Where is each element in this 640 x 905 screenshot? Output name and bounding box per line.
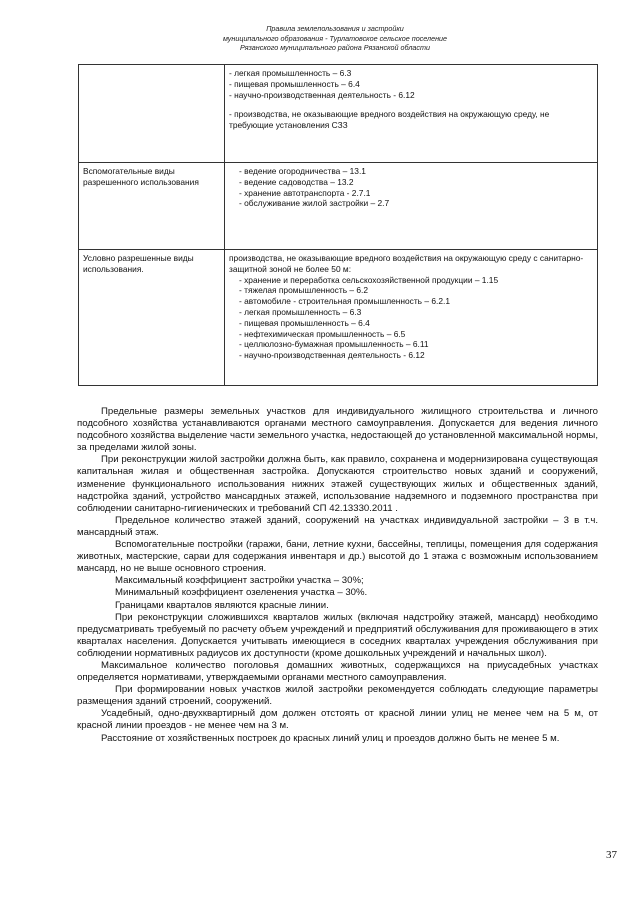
list-item: - пищевая промышленность – 6.4 [229,78,360,89]
list-item: - целлюлозно-бумажная промышленность – 6.11 [239,339,429,350]
paragraph: Расстояние от хозяйственных построек до красных линий улиц и проездов должно быть не менее 5 м. [101,732,560,744]
page-number: 37 [606,849,617,861]
header-line-3: Рязанского муниципального района Рязанской области [239,43,431,52]
table-row [79,163,598,250]
paragraph: При реконструкции жилой застройки должна быть, как правило, сохранена и модернизирована существующая капитальная жилая и общественная застройка. Допускаются строительство новых зданий и сооружений, изменение функционального использования нижних этажей существующих жилых и общественных зданий, надстройка зданий, устройство мансардных этажей, использование надземного и подземного пространства при соблюдении санитарно-гигиенических и требований СП 42.13330.2011 . [77,454,598,514]
header-line-2: муниципального образования - Турлатовское сельское поселение [222,33,448,43]
table-row [79,250,598,386]
paragraph: При формировании новых участков жилой застройки рекомендуется соблюдать следующие параметры размещения зданий строений, сооружений. [77,684,598,708]
body-text [77,406,598,745]
table-cell-conditional-uses [225,250,598,386]
list-item: - ведение садоводства – 13.2 [239,176,354,187]
list-item: - производства, не оказывающие вредного воздействия на окружающую среду, не требующие установления СЗЗ [229,109,550,131]
list-item: - хранение и переработка сельскохозяйственной продукции – 1.15 [239,274,499,285]
paragraph: Минимальный коэффициент озеленения участка – 30%. [115,587,368,599]
header-line-1: Правила землепользования и застройки [266,24,404,33]
table-cell-auxiliary-uses [225,163,598,250]
list-item: - нефтехимическая промышленность – 6.5 [239,328,406,339]
paragraph: Предельные размеры земельных участков для индивидуального жилищного строительства и личного подсобного хозяйства устанавливаются органами местного самоуправления. Допускается для ведения личного подсобного хозяйства выделение части земельного участка, недостающей до установленной максимальной нормы, за пределами жилой зоны. [77,406,598,454]
list-item: - ведение огородничества – 13.1 [239,166,366,176]
paragraph: Максимальный коэффициент застройки участка – 30%; [115,575,364,587]
list-intro: производства, не оказывающие вредного воздействия на окружающую среду с санитарно-защитной зоной не более 50 м: [229,253,584,274]
row-label-auxiliary-uses: Вспомогательные виды разрешенного использования [79,163,225,250]
list-item: - легкая промышленность – 6.3 [239,306,362,317]
paragraph: При реконструкции сложившихся кварталов жилых (включая надстройку этажей, мансард) необходимо предусматривать требуемый по расчету объем учреждений и предприятий обслуживания для проживающего в этих кварталах населения. Допускается учитывать имеющиеся в соседних кварталах учреждения обслуживания при соблюдении нормативных радиусов их доступности (кроме дошкольных учреждений и начальных школ). [77,611,598,659]
list-item: - научно-производственная деятельность - 6.12 [229,89,415,100]
list-item: - хранение автотранспорта - 2.7.1 [239,187,371,198]
list-item: - тяжелая промышленность – 6.2 [239,285,369,296]
paragraph: Границами кварталов являются красные линии. [115,599,329,611]
table-cell-main-uses [225,65,598,163]
paragraph: Максимальное количество поголовья домашних животных, содержащихся на приусадебных участках определяется нормативами, утверждаемыми органами местного самоуправления. [77,659,598,684]
paragraph: Вспомогательные постройки (гаражи, бани, летние кухни, бассейны, теплицы, помещения для содержания животных, мастерские, сараи для содержания инвентаря и др.) высотой до 1 этажа с возможным использованием мансард, но не выше основного строения. [77,539,598,575]
list-item: - научно-производственная деятельность - 6.12 [239,350,425,361]
running-header [150,24,520,53]
list-item: - автомобиле - строительная промышленность – 6.2.1 [239,296,450,307]
list-item: - обслуживание жилой застройки – 2.7 [239,198,390,209]
paragraph: Усадебный, одно-двухквартирный дом должен отстоять от красной линии улиц не менее чем на 5 м, от красной линии проездов - не менее чем на 3 м. [77,708,598,732]
list-item: - пищевая промышленность – 6.4 [239,317,370,328]
list-item: - легкая промышленность – 6.3 [229,68,352,78]
row-label-conditional-uses: Условно разрешенные виды использования. [79,250,225,386]
land-use-table [78,64,598,386]
paragraph: Предельное количество этажей зданий, сооружений на участках индивидуальной застройки – 3 в т.ч. мансардный этаж. [77,514,598,538]
table-row [79,65,598,163]
table-cell-empty [79,65,225,163]
